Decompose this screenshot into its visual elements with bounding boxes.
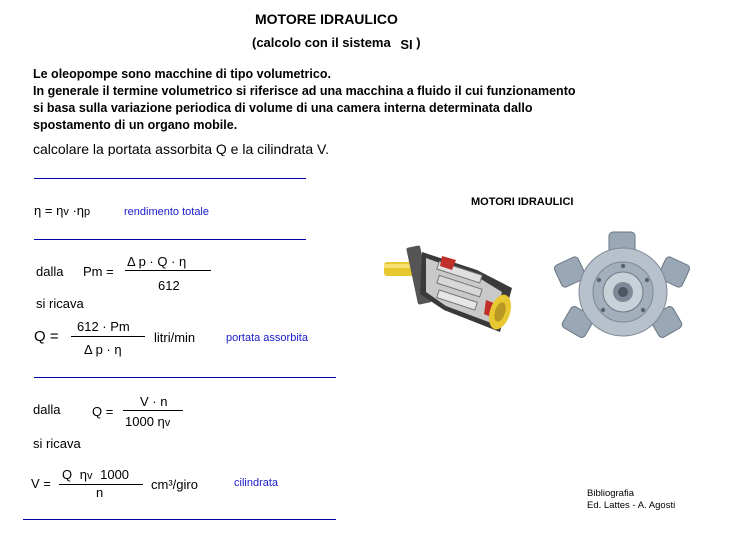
v-lhs: V = <box>31 476 51 491</box>
divider <box>34 178 306 179</box>
subtitle-prefix: (calcolo con il sistema <box>252 35 391 50</box>
q-lhs: Q = <box>34 328 59 345</box>
equation-efficiency <box>34 203 90 218</box>
fraction-bar <box>123 410 183 411</box>
q2-denominator <box>125 414 170 429</box>
symbol-q: Q <box>62 467 73 482</box>
q2-numerator: V · n <box>140 394 168 409</box>
intro-line: In generale il termine volumetrico si riferisce ad una macchina a fluido il cui funzionamento <box>33 84 576 98</box>
word-si-ricava: si ricava <box>36 296 84 311</box>
pm-denominator: 612 <box>158 278 180 293</box>
intro-line: Le oleopompe sono macchine di tipo volumetrico. <box>33 67 331 81</box>
divider <box>34 377 336 378</box>
number-1000: 1000 <box>100 467 130 482</box>
v-numerator <box>62 467 129 482</box>
q-numerator: 612 · Pm <box>77 319 130 334</box>
subscript-v: v <box>164 417 171 429</box>
subscript-p: p <box>84 206 91 218</box>
divider <box>34 239 306 240</box>
label-portata-assorbita: portata assorbita <box>226 332 308 344</box>
page-title: MOTORE IDRAULICO <box>255 11 398 27</box>
pm-lhs: Pm = <box>83 264 114 279</box>
page-subtitle <box>252 35 421 50</box>
v-denominator: n <box>96 485 104 500</box>
eta-symbol: η <box>79 467 87 482</box>
intro-paragraph <box>33 66 576 134</box>
word-dalla: dalla <box>36 264 64 279</box>
subtitle-suffix: ) <box>416 35 421 50</box>
word-si-ricava: si ricava <box>33 436 81 451</box>
divider <box>23 519 336 520</box>
eta-symbol: η <box>76 203 85 218</box>
intro-line: spostamento di un organo mobile. <box>33 118 238 132</box>
q-denominator: Δ p · η <box>84 342 122 357</box>
subtitle-unit: SI <box>400 37 413 52</box>
eta-symbol: η <box>34 203 42 218</box>
eta-symbol: η <box>157 414 165 429</box>
unit-cm3-giro: cm³/giro <box>151 477 198 492</box>
radial-motor-image <box>549 230 699 350</box>
intro-line: si basa sulla variazione periodica di volume di una camera interna determinata dallo <box>33 101 533 115</box>
bibliography-title: Bibliografia <box>587 488 634 499</box>
subscript-v: v <box>63 206 69 218</box>
axial-motor-image <box>382 240 522 340</box>
task-text: calcolare la portata assorbita Q e la cilindrata V. <box>33 141 329 156</box>
word-dalla: dalla <box>33 402 61 417</box>
pm-numerator: Δ p · Q · η <box>127 254 187 269</box>
eta-symbol: η <box>56 203 64 218</box>
images-caption: MOTORI IDRAULICI <box>471 196 574 208</box>
label-rendimento-totale: rendimento totale <box>124 206 209 218</box>
bibliography <box>587 488 675 512</box>
subscript-v: v <box>86 470 93 482</box>
q2-lhs: Q = <box>92 404 114 419</box>
dot-operator: · <box>72 203 77 218</box>
label-cilindrata: cilindrata <box>234 477 279 489</box>
unit-litri-min: litri/min <box>154 330 196 345</box>
fraction-bar <box>71 336 145 337</box>
number-1000: 1000 <box>125 414 154 429</box>
fraction-bar <box>125 270 211 271</box>
equals-sign: = <box>44 203 53 218</box>
bibliography-source: Ed. Lattes - A. Agosti <box>587 500 676 511</box>
